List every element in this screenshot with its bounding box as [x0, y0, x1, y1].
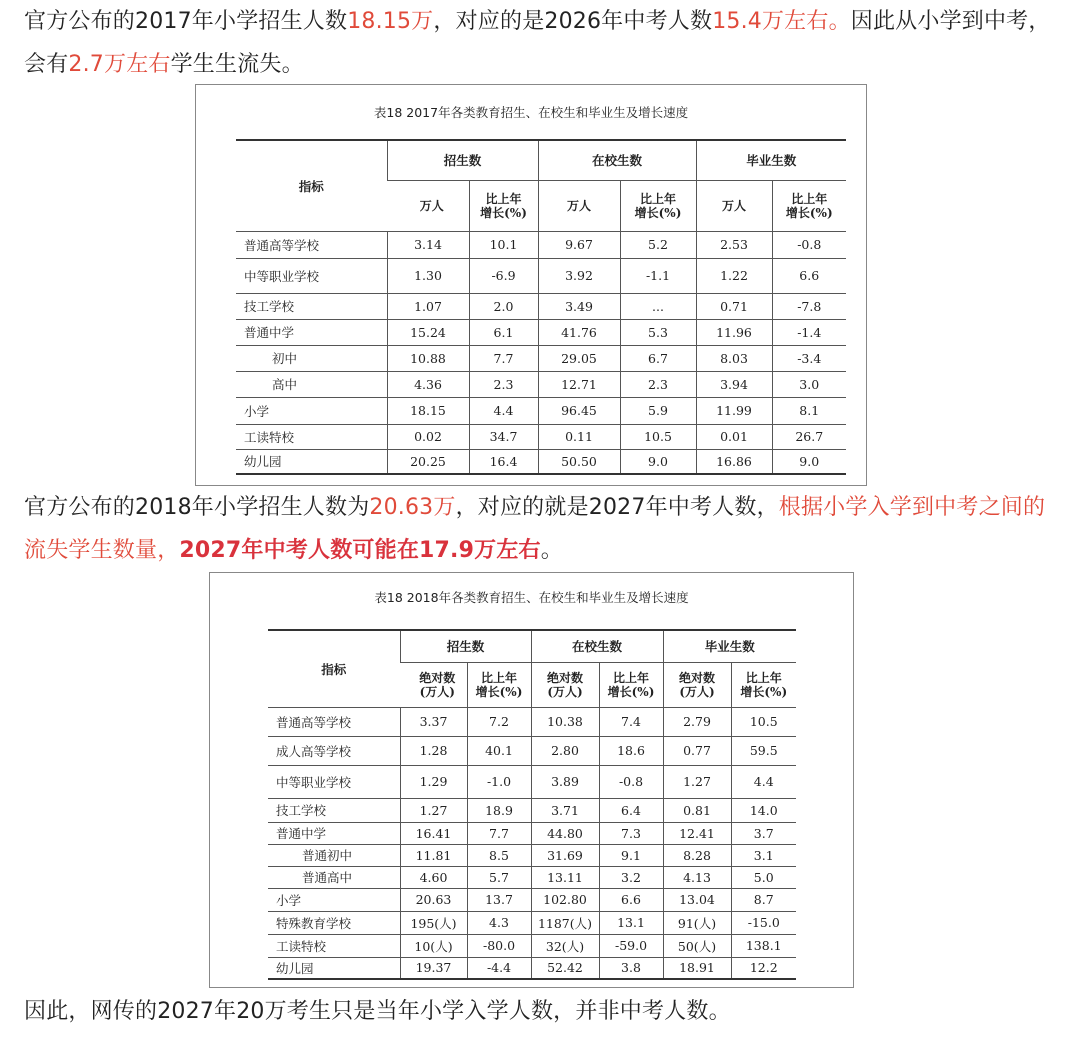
table-cell: 7.7: [467, 822, 531, 844]
table-cell: 34.7: [469, 424, 538, 449]
table-cell: 13.1: [599, 911, 663, 934]
highlight-2027-estimate: 2027年中考人数可能在17.9万左右: [179, 538, 541, 563]
row-label: 幼儿园: [236, 449, 387, 474]
table-cell: 3.71: [531, 798, 599, 822]
table-cell: 50(人): [663, 934, 731, 957]
row-label: 技工学校: [236, 293, 387, 319]
table-cell: 2.53: [696, 231, 772, 258]
table-cell: -15.0: [731, 911, 796, 934]
table-cell: 7.2: [467, 707, 531, 736]
table-cell: 3.14: [387, 231, 469, 258]
table-cell: 0.01: [696, 424, 772, 449]
table-cell: 2.3: [620, 371, 696, 397]
row-label: 小学: [236, 397, 387, 424]
stats-table-2017: [236, 139, 846, 475]
stats-table-2018: [268, 629, 796, 980]
table-cell: 40.1: [467, 736, 531, 765]
table-cell: 14.0: [731, 798, 796, 822]
sub-growth: 比上年 增长(%): [772, 180, 846, 231]
text: 因此，网传的2027年20万考生只是当年小学入学人数，并非中考人数。: [24, 999, 731, 1024]
table-cell: 0.11: [538, 424, 620, 449]
table-cell: 0.81: [663, 798, 731, 822]
table-cell: 5.3: [620, 319, 696, 345]
table-cell: 13.04: [663, 888, 731, 911]
highlight-2018-enrollment: 20.63万: [369, 495, 456, 520]
table-title: 表18 2018年各类教育招生、在校生和毕业生及增长速度: [374, 590, 689, 605]
header-indicator: 指标: [268, 630, 400, 707]
header-graduates: 毕业生数: [663, 630, 796, 662]
row-label: 普通初中: [268, 844, 400, 866]
table-row: [268, 765, 796, 798]
text: 官方公布的2018年小学招生人数为: [24, 495, 370, 520]
table-cell: 3.37: [400, 707, 467, 736]
table-cell: 8.1: [772, 397, 846, 424]
table-cell: 18.91: [663, 957, 731, 979]
table-cell: 7.3: [599, 822, 663, 844]
table-row: [268, 957, 796, 979]
table-image-2018: [209, 572, 854, 988]
table-cell: ...: [620, 293, 696, 319]
table-cell: 41.76: [538, 319, 620, 345]
table-row: [236, 371, 846, 397]
table-cell: 29.05: [538, 345, 620, 371]
table-cell: 6.7: [620, 345, 696, 371]
table-cell: 32(人): [531, 934, 599, 957]
table-cell: 18.9: [467, 798, 531, 822]
table-cell: 18.15: [387, 397, 469, 424]
table-image-2017: [195, 84, 867, 486]
table-cell: 15.24: [387, 319, 469, 345]
sub-growth: 比上年 增长(%): [731, 662, 796, 707]
table-row: [268, 866, 796, 888]
table-row: [236, 231, 846, 258]
table-cell: 6.1: [469, 319, 538, 345]
table-row: [268, 888, 796, 911]
row-label: 技工学校: [268, 798, 400, 822]
table-cell: 10.1: [469, 231, 538, 258]
table-cell: 3.2: [599, 866, 663, 888]
row-label: 小学: [268, 888, 400, 911]
table-cell: -1.4: [772, 319, 846, 345]
table-cell: 91(人): [663, 911, 731, 934]
table-cell: 96.45: [538, 397, 620, 424]
paragraph-2: [24, 486, 1054, 572]
table-cell: -0.8: [772, 231, 846, 258]
table-cell: 31.69: [531, 844, 599, 866]
sub-growth: 比上年 增长(%): [599, 662, 663, 707]
table-cell: 3.1: [731, 844, 796, 866]
table-cell: 2.79: [663, 707, 731, 736]
table-row: [236, 319, 846, 345]
sub-unit: 万人: [696, 180, 772, 231]
table-row: [236, 449, 846, 474]
text: ，对应的是2026年中考人数: [433, 9, 713, 34]
row-label: 普通高等学校: [268, 707, 400, 736]
header-enrollment: 招生数: [387, 140, 538, 180]
table-cell: 52.42: [531, 957, 599, 979]
table-cell: 13.7: [467, 888, 531, 911]
table-cell: 9.67: [538, 231, 620, 258]
table-cell: 4.36: [387, 371, 469, 397]
table-cell: 2.80: [531, 736, 599, 765]
table-cell: -1.1: [620, 258, 696, 293]
row-label: 工读特校: [236, 424, 387, 449]
table-cell: 16.86: [696, 449, 772, 474]
table-cell: 3.89: [531, 765, 599, 798]
table-cell: 5.7: [467, 866, 531, 888]
row-label: 普通高等学校: [236, 231, 387, 258]
header-indicator: 指标: [236, 140, 387, 231]
table-cell: 4.60: [400, 866, 467, 888]
sub-growth: 比上年 增长(%): [467, 662, 531, 707]
text: 学生生流失。: [170, 52, 304, 77]
table-row: [236, 424, 846, 449]
table-row: [236, 345, 846, 371]
table-cell: -4.4: [467, 957, 531, 979]
table-cell: 10.38: [531, 707, 599, 736]
table-cell: 1.07: [387, 293, 469, 319]
table-cell: 10.5: [620, 424, 696, 449]
table-cell: 3.94: [696, 371, 772, 397]
table-row: [268, 844, 796, 866]
text: 。: [540, 538, 563, 563]
row-label: 特殊教育学校: [268, 911, 400, 934]
paragraph-3: [24, 990, 1054, 1033]
sub-growth: 比上年 增长(%): [620, 180, 696, 231]
table-cell: -1.0: [467, 765, 531, 798]
table-cell: 102.80: [531, 888, 599, 911]
table-cell: 16.4: [469, 449, 538, 474]
sub-unit: 万人: [538, 180, 620, 231]
highlight-loss: 2.7万左右: [68, 52, 171, 77]
row-label: 普通高中: [268, 866, 400, 888]
row-label: 普通中学: [236, 319, 387, 345]
table-cell: 8.5: [467, 844, 531, 866]
table-cell: 5.0: [731, 866, 796, 888]
row-label: 中等职业学校: [268, 765, 400, 798]
table-cell: 1.30: [387, 258, 469, 293]
table-cell: 6.4: [599, 798, 663, 822]
table-cell: 4.13: [663, 866, 731, 888]
table-cell: 1.28: [400, 736, 467, 765]
header-in-school: 在校生数: [531, 630, 663, 662]
table-row: [268, 798, 796, 822]
sub-absolute: 绝对数 (万人): [400, 662, 467, 707]
table-cell: 12.2: [731, 957, 796, 979]
table-cell: 3.7: [731, 822, 796, 844]
highlight-2026-exam: 15.4万左右。: [712, 9, 851, 34]
table-cell: -6.9: [469, 258, 538, 293]
table-cell: 195(人): [400, 911, 467, 934]
sub-absolute: 绝对数 (万人): [663, 662, 731, 707]
row-label: 初中: [236, 345, 387, 371]
text: ，对应的就是2027年中考人数，: [455, 495, 779, 520]
table-cell: 9.0: [772, 449, 846, 474]
table-cell: 8.03: [696, 345, 772, 371]
table-cell: 11.96: [696, 319, 772, 345]
table-cell: 6.6: [772, 258, 846, 293]
table-title: 表18 2017年各类教育招生、在校生和毕业生及增长速度: [373, 105, 689, 120]
table-cell: 1.29: [400, 765, 467, 798]
table-cell: 1187(人): [531, 911, 599, 934]
table-cell: 11.99: [696, 397, 772, 424]
highlight-2017-enrollment: 18.15万: [347, 9, 434, 34]
highlight-loss-note: 根据小学入学到中考之间的流失学生数量，: [24, 495, 1046, 563]
header-graduates: 毕业生数: [696, 140, 846, 180]
table-cell: -59.0: [599, 934, 663, 957]
table-cell: 9.1: [599, 844, 663, 866]
sub-growth: 比上年 增长(%): [469, 180, 538, 231]
row-label: 幼儿园: [268, 957, 400, 979]
text: 官方公布的2017年小学招生人数: [24, 9, 348, 34]
table-cell: 11.81: [400, 844, 467, 866]
table-row: [236, 258, 846, 293]
table-cell: 1.27: [663, 765, 731, 798]
table-cell: 13.11: [531, 866, 599, 888]
table-row: [268, 736, 796, 765]
table-cell: -7.8: [772, 293, 846, 319]
table-cell: 50.50: [538, 449, 620, 474]
table-cell: 1.22: [696, 258, 772, 293]
row-label: 成人高等学校: [268, 736, 400, 765]
table-cell: 44.80: [531, 822, 599, 844]
table-cell: 19.37: [400, 957, 467, 979]
table-row: [268, 934, 796, 957]
table-cell: 12.41: [663, 822, 731, 844]
table-cell: 3.0: [772, 371, 846, 397]
table-cell: 5.2: [620, 231, 696, 258]
table-row: [268, 707, 796, 736]
table-cell: 5.9: [620, 397, 696, 424]
table-cell: 8.28: [663, 844, 731, 866]
table-cell: -3.4: [772, 345, 846, 371]
table-cell: 8.7: [731, 888, 796, 911]
table-cell: 6.6: [599, 888, 663, 911]
sub-absolute: 绝对数 (万人): [531, 662, 599, 707]
table-row: [236, 293, 846, 319]
row-label: 高中: [236, 371, 387, 397]
table-cell: 20.63: [400, 888, 467, 911]
table-cell: 3.8: [599, 957, 663, 979]
table-cell: 7.4: [599, 707, 663, 736]
table-cell: 10.5: [731, 707, 796, 736]
row-label: 工读特校: [268, 934, 400, 957]
sub-unit: 万人: [387, 180, 469, 231]
table-row: [236, 397, 846, 424]
table-cell: 2.0: [469, 293, 538, 319]
table-cell: 4.4: [469, 397, 538, 424]
table-cell: 26.7: [772, 424, 846, 449]
paragraph-1: [24, 0, 1054, 86]
table-cell: 59.5: [731, 736, 796, 765]
table-cell: 10(人): [400, 934, 467, 957]
table-cell: 20.25: [387, 449, 469, 474]
row-label: 普通中学: [268, 822, 400, 844]
table-cell: 7.7: [469, 345, 538, 371]
table-cell: 0.02: [387, 424, 469, 449]
table-row: [268, 911, 796, 934]
text: 因此从小学到中考，会有: [24, 9, 1051, 77]
table-cell: 9.0: [620, 449, 696, 474]
table-cell: 2.3: [469, 371, 538, 397]
header-in-school: 在校生数: [538, 140, 696, 180]
table-cell: 4.4: [731, 765, 796, 798]
table-cell: 18.6: [599, 736, 663, 765]
table-cell: 12.71: [538, 371, 620, 397]
table-cell: 4.3: [467, 911, 531, 934]
header-enrollment: 招生数: [400, 630, 531, 662]
table-cell: 10.88: [387, 345, 469, 371]
table-cell: 1.27: [400, 798, 467, 822]
table-cell: 138.1: [731, 934, 796, 957]
table-cell: -80.0: [467, 934, 531, 957]
row-label: 中等职业学校: [236, 258, 387, 293]
table-cell: -0.8: [599, 765, 663, 798]
table-cell: 3.92: [538, 258, 620, 293]
table-cell: 0.77: [663, 736, 731, 765]
table-row: [268, 822, 796, 844]
table-cell: 3.49: [538, 293, 620, 319]
table-cell: 16.41: [400, 822, 467, 844]
table-cell: 0.71: [696, 293, 772, 319]
